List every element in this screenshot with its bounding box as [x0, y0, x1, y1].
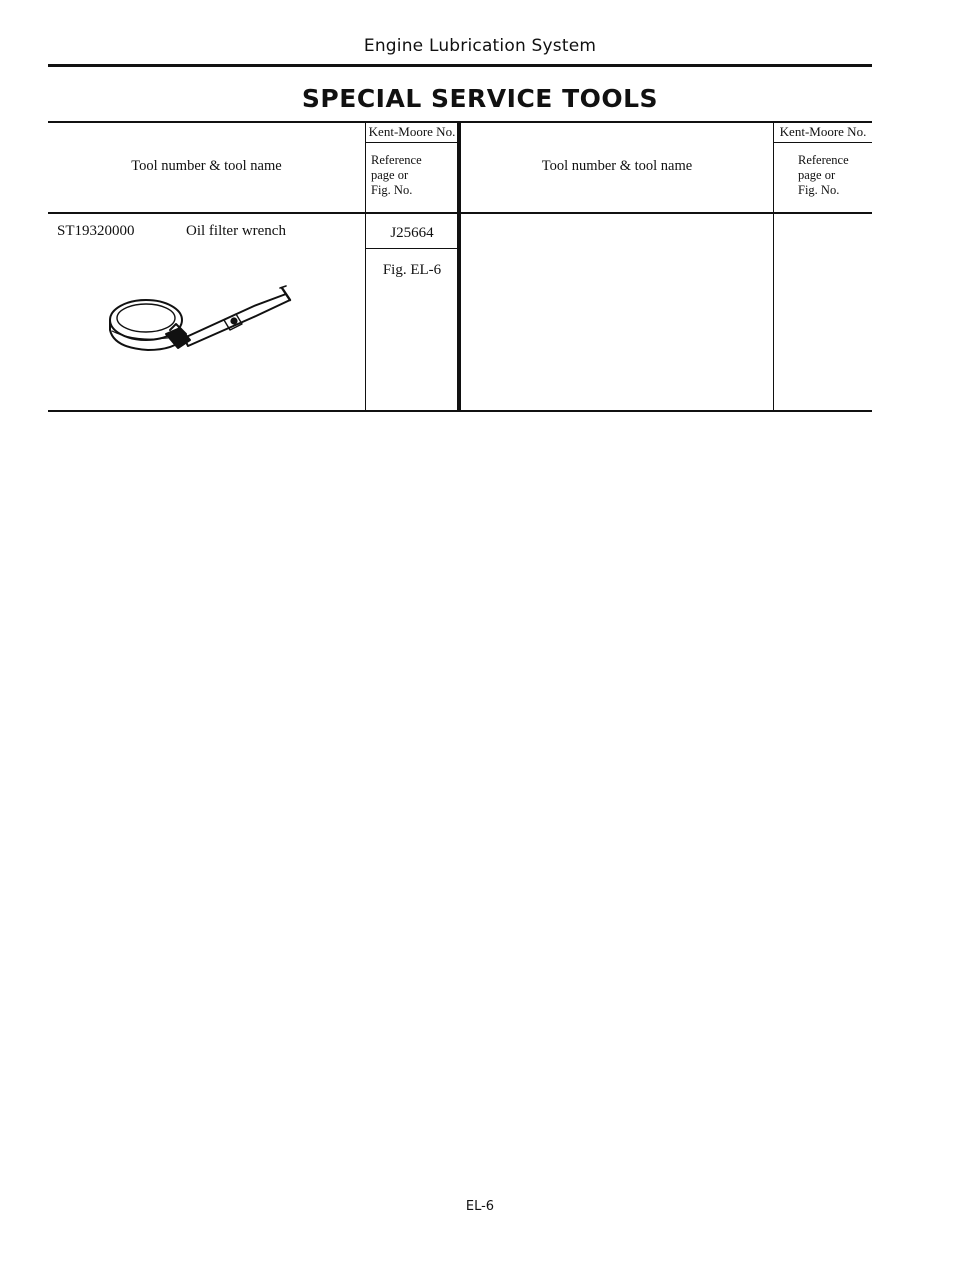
kent-moore-underline-left [366, 142, 458, 143]
kent-moore-row-divider [366, 248, 458, 249]
oil-filter-wrench-icon [104, 284, 294, 366]
tool-number: ST19320000 [57, 223, 135, 239]
kent-moore-underline-right [774, 142, 872, 143]
header-tool-number-left: Tool number & tool name [131, 158, 282, 174]
header-tool-number-right: Tool number & tool name [541, 158, 693, 174]
tool-name: Oil filter wrench [186, 223, 286, 239]
reference-figure: Fig. EL-6 [382, 262, 442, 278]
header-kent-moore-left: Kent-Moore No. [368, 124, 456, 139]
page-heading: SPECIAL SERVICE TOOLS [301, 84, 659, 113]
section-title: Engine Lubrication System [363, 36, 597, 56]
header-reference-left: Reference page or Fig. No. [371, 153, 422, 197]
kent-moore-number: J25664 [390, 225, 434, 241]
page-number: EL-6 [465, 1199, 495, 1214]
header-reference-right: Reference page or Fig. No. [798, 153, 849, 197]
header-rule [48, 64, 872, 67]
header-kent-moore-right: Kent-Moore No. [779, 124, 867, 139]
column-divider-right-ref [773, 121, 774, 412]
